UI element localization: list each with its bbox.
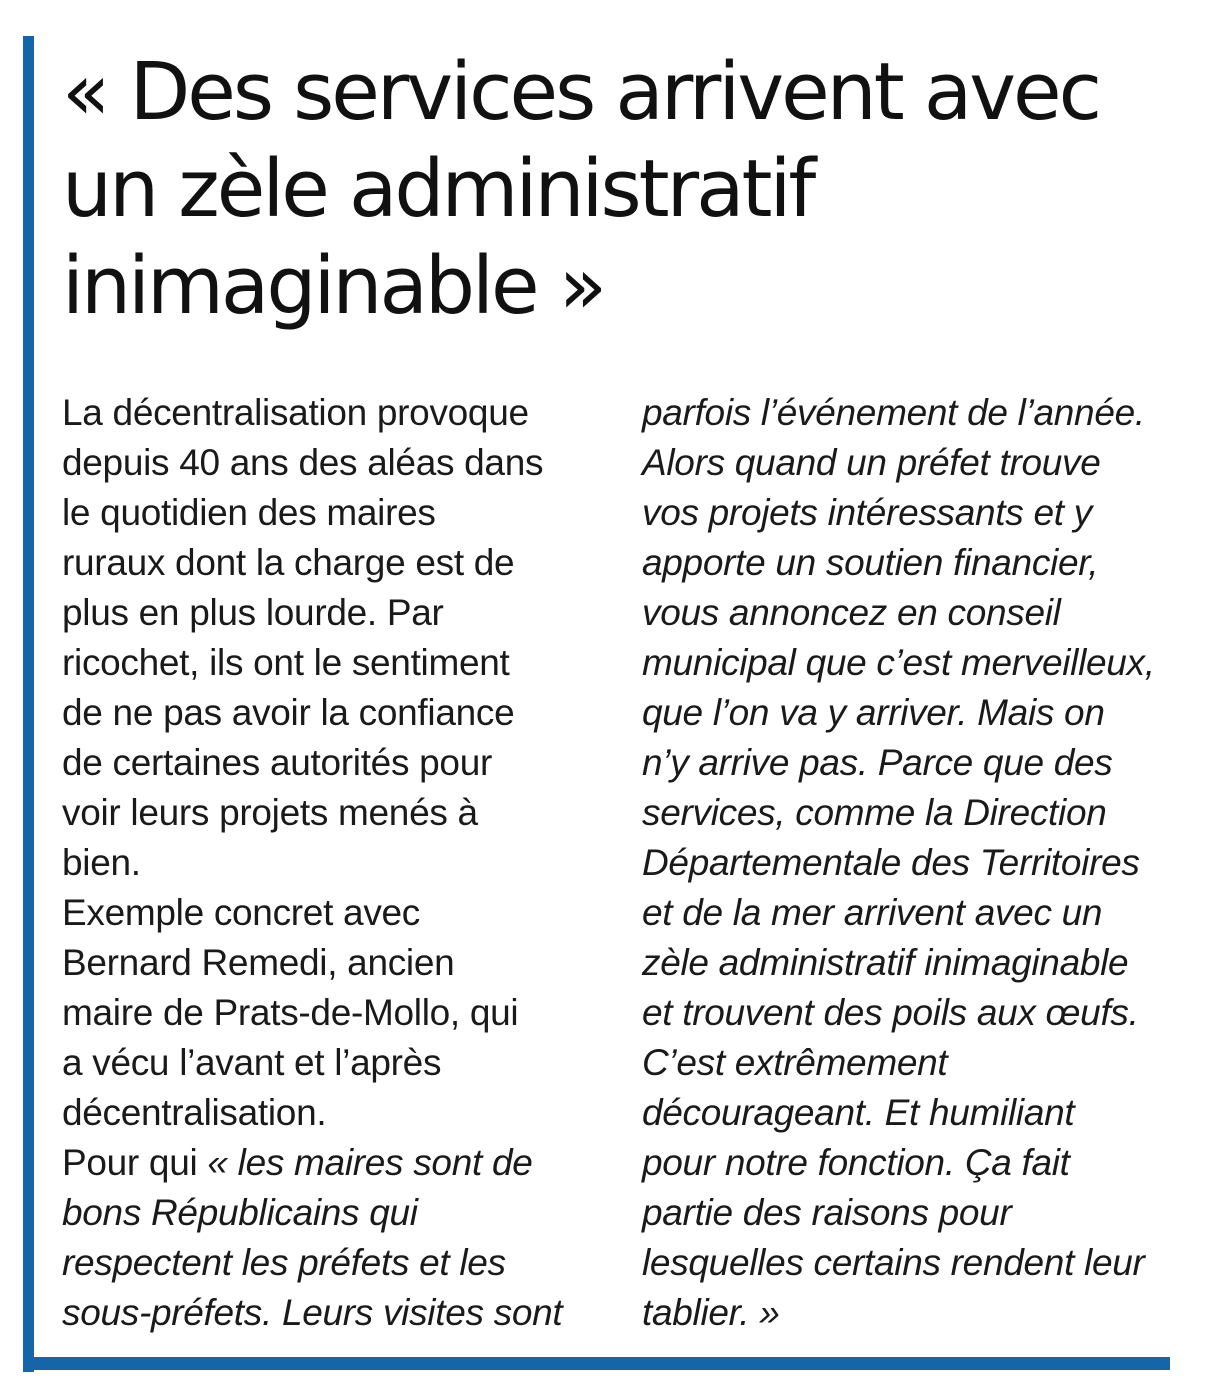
quote-line: apporte un soutien financier, [642,542,1099,583]
headline-line: inimaginable » [62,240,605,332]
quote-line: et de la mer arrivent avec un [642,892,1103,933]
body-text-normal: Pour qui [62,1142,208,1183]
quote-line: que l’on va y arriver. Mais on [642,692,1105,733]
body-line: ruraux dont la charge est de [62,542,515,583]
quote-line: municipal que c’est merveilleux, [642,642,1155,683]
quote-line: vos projets intéressants et y [642,492,1092,533]
quote-line: respectent les préfets et les [62,1242,506,1283]
article-body-left-column [62,388,622,1338]
body-line [62,1138,622,1188]
quote-line: partie des raisons pour [642,1192,1012,1233]
body-line: voir leurs projets menés à [62,792,478,833]
body-line: depuis 40 ans des aléas dans [62,442,544,483]
quote-line: Départementale des Territoires [642,842,1140,883]
quote-line: n’y arrive pas. Parce que des [642,742,1113,783]
body-line: Exemple concret avec [62,892,421,933]
body-line: de certaines autorités pour [62,742,492,783]
body-line: plus en plus lourde. Par [62,592,444,633]
body-line: ricochet, ils ont le sentiment [62,642,510,683]
quote-text: « les maires sont de [207,1142,533,1183]
quote-line: décourageant. Et humiliant [642,1092,1075,1133]
quote-line: pour notre fonction. Ça fait [642,1142,1070,1183]
body-line: décentralisation. [62,1092,327,1133]
article-headline [62,44,1172,335]
accent-bar-left [23,36,34,1372]
article-body-right-column [642,388,1182,1338]
headline-line: un zèle administratif [62,143,814,235]
quote-line: C’est extrêmement [642,1042,948,1083]
quote-line: tablier. » [642,1292,780,1333]
body-line: maire de Prats-de-Mollo, qui [62,992,519,1033]
quote-line: et trouvent des poils aux œufs. [642,992,1139,1033]
quote-line: parfois l’événement de l’année. [642,392,1145,433]
accent-bar-bottom [23,1357,1170,1370]
body-line: La décentralisation provoque [62,392,529,433]
quote-line: zèle administratif inimaginable [642,942,1129,983]
body-line: a vécu l’avant et l’après [62,1042,442,1083]
body-line: de ne pas avoir la confiance [62,692,515,733]
quote-line: bons Républicains qui [62,1192,418,1233]
body-line: bien. [62,842,141,883]
body-line: le quotidien des maires [62,492,436,533]
headline-line: « Des services arrivent avec [62,46,1100,138]
quote-line: services, comme la Direction [642,792,1107,833]
quote-line: lesquelles certains rendent leur [642,1242,1145,1283]
quote-line: sous-préfets. Leurs visites sont [62,1292,563,1333]
quote-line: vous annoncez en conseil [642,592,1061,633]
body-line: Bernard Remedi, ancien [62,942,455,983]
quote-line: Alors quand un préfet trouve [642,442,1101,483]
